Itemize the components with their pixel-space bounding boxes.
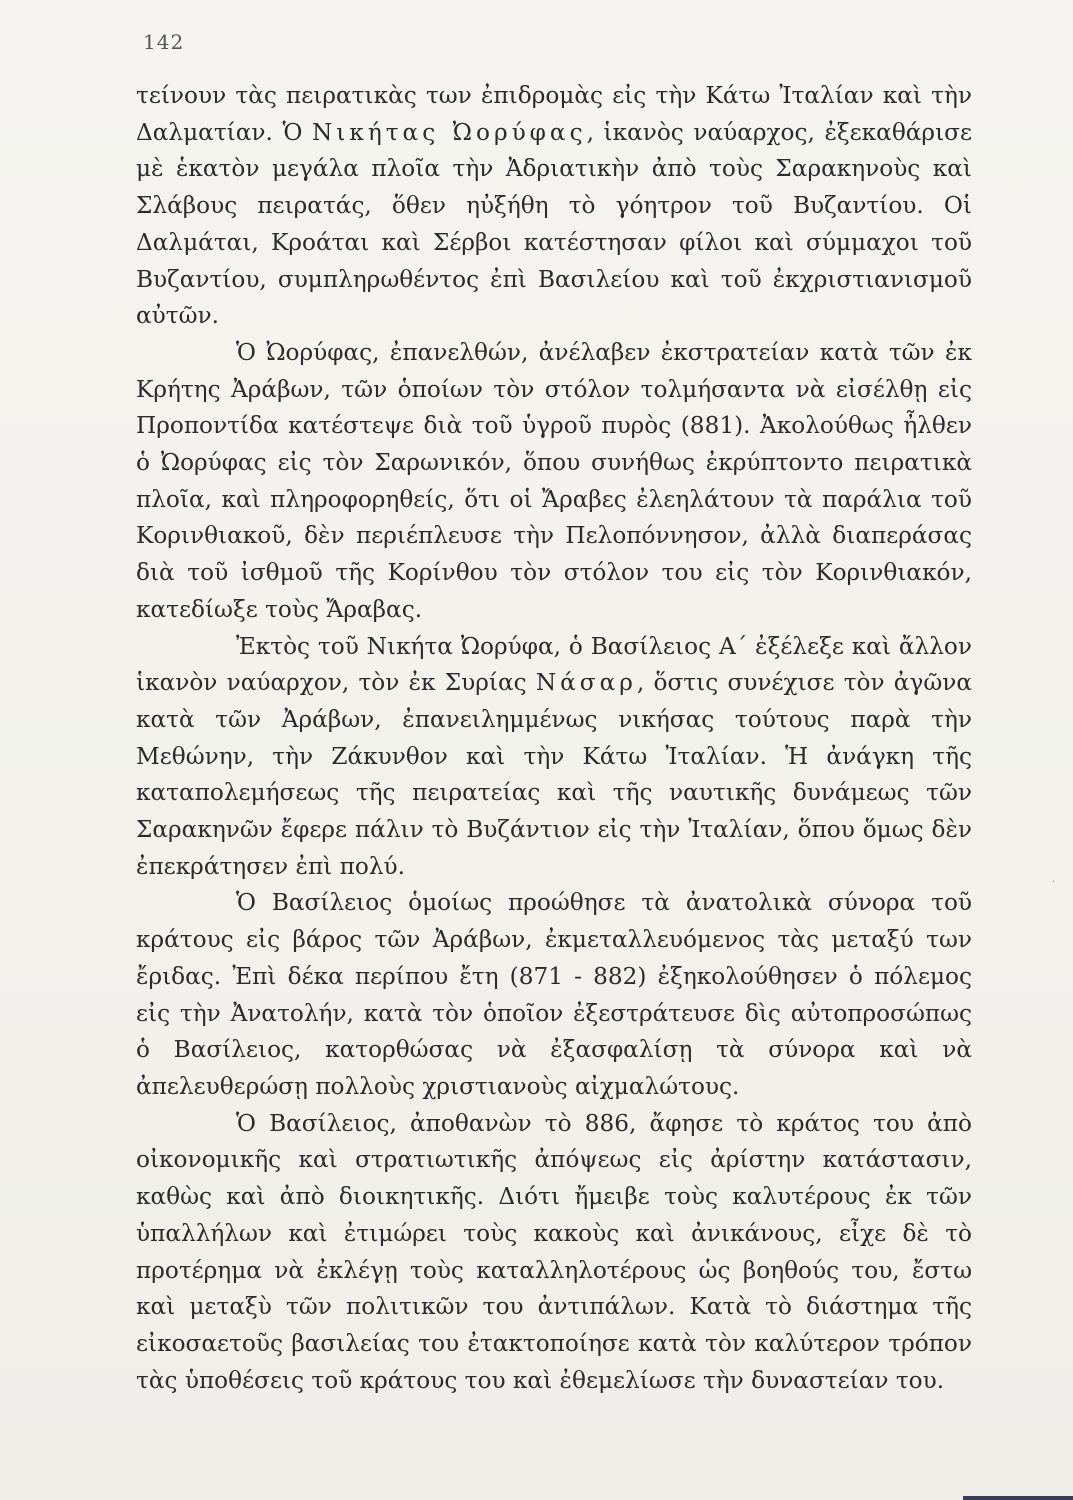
paragraph-1-part-1: τείνουν τὰς πειρατικὰς των ἐπιδρομὰς εἰς τὴν Κάτω Ἰταλίαν καὶ τὴν Δαλματίαν. Ὁ [136,82,972,146]
paragraph-3 [136,629,972,886]
body-text [136,78,972,1399]
paragraph-1 [136,78,972,335]
paragraph-5: Ὁ Βασίλειος, ἀποθανὼν τὸ 886, ἄφησε τὸ κράτος του ἀπὸ οἰκονομικῆς καὶ στρατιωτικῆς ἀπόψεως εἰς ἀρίστην κατάστασιν, καθὼς καὶ ἀπὸ διοικητικῆς. Διότι ἤμειβε τοὺς καλυτέρους ἐκ τῶν ὑπαλλήλων καὶ ἐτιμώρει τοὺς κακοὺς καὶ ἀνικάνους, εἶχε δὲ τὸ προτέρημα νὰ ἐκλέγῃ τοὺς καταλληλοτέρους ὡς βοηθούς του, ἔστω καὶ μεταξὺ τῶν πολιτικῶν του ἀντιπάλων. Κατὰ τὸ διάστημα τῆς εἰκοσαετοῦς βασιλείας του ἐτακτοποίησε κατὰ τὸν καλύτερον τρόπον τὰς ὑποθέσεις τοῦ κράτους του καὶ ἐθεμελίωσε τὴν δυναστείαν του. [136,1109,972,1394]
scan-edge-shadow [963,1496,1073,1500]
paragraph-3-part-3: , ὅστις συνέχισε τὸν ἀγῶνα κατὰ τῶν Ἀράβων, ἐπανειλημμένως νικήσας τούτους παρὰ τὴν Μεθώνην, τὴν Ζάκυνθον καὶ τὴν Κάτω Ἰταλίαν. Ἡ ἀνάγκη τῆς καταπολεμήσεως τῆς πειρατείας καὶ τῆς ναυτικῆς δυνάμεως τῶν Σαρακηνῶν ἔφερε πάλιν τὸ Βυζάντιον εἰς τὴν Ἰταλίαν, ὅπου ὅμως δὲν ἐπεκράτησεν ἐπὶ πολύ. [136,669,972,880]
margin-mark: ˈ [1052,880,1055,891]
name-nikitas-oryphas: Νικήτας Ὠορύφας [311,118,587,146]
page-number: 142 [143,30,185,54]
paragraph-1-part-3: , ἱκανὸς ναύαρχος, ἐξεκαθάρισε μὲ ἑκατὸν μεγάλα πλοῖα τὴν Ἀδριατικὴν ἀπὸ τοὺς Σαρακηνοὺς καὶ Σλάβους πειρατάς, ὅθεν ηὐξήθη τὸ γόητρον τοῦ Βυζαντίου. Οἱ Δαλμάται, Κροάται καὶ Σέρβοι κατέστησαν φίλοι καὶ σύμμαχοι τοῦ Βυζαντίου, συμπληρωθέντος ἐπὶ Βασιλείου καὶ τοῦ ἐκχριστιανισμοῦ αὐτῶν. [136,118,972,330]
paragraph-4: Ὁ Βασίλειος ὁμοίως προώθησε τὰ ἀνατολικὰ σύνορα τοῦ κράτους εἰς βάρος τῶν Ἀράβων, ἐκμεταλλευόμενος τὰς μεταξύ των ἔριδας. Ἐπὶ δέκα περίπου ἔτη (871 - 882) ἐξηκολούθησεν ὁ πόλεμος εἰς τὴν Ἀνατολήν, κατὰ τὸν ὁποῖον ἐξεστράτευσε δὶς αὐτοπροσώπως ὁ Βασίλειος, κατορθώσας νὰ ἐξασφαλίσῃ τὰ σύνορα καὶ νὰ ἀπελευθερώσῃ πολλοὺς χριστιανοὺς αἰχμαλώτους. [136,889,972,1100]
paragraph-2: Ὁ Ὠορύφας, ἐπανελθών, ἀνέλαβεν ἐκστρατείαν κατὰ τῶν ἐκ Κρήτης Ἀράβων, τῶν ὁποίων τὸν στόλον τολμήσαντα νὰ εἰσέλθῃ εἰς Προποντίδα κατέστεψε διὰ τοῦ ὑγροῦ πυρὸς (881). Ἀκολούθως ἦλθεν ὁ Ὠορύφας εἰς τὸν Σαρωνικόν, ὅπου συνήθως ἐκρύπτοντο πειρατικὰ πλοῖα, καὶ πληροφορηθείς, ὅτι οἱ Ἄραβες ἐλεηλάτουν τὰ παράλια τοῦ Κορινθιακοῦ, δὲν περιέπλευσε τὴν Πελοπόννησον, ἀλλὰ διαπεράσας διὰ τοῦ ἰσθμοῦ τῆς Κορίνθου τὸν στόλον του εἰς τὸν Κορινθιακόν, κατεδίωξε τοὺς Ἄραβας. [136,338,972,623]
paragraph-3-part-1: Ἐκτὸς τοῦ Νικήτα Ὠορύφα, ὁ Βασίλειος Α΄ ἐξέλεξε καὶ ἄλλον ἱκανὸν ναύαρχον, τὸν ἐκ Συρίας [136,632,972,697]
name-nasar: Νάσαρ [535,669,637,697]
